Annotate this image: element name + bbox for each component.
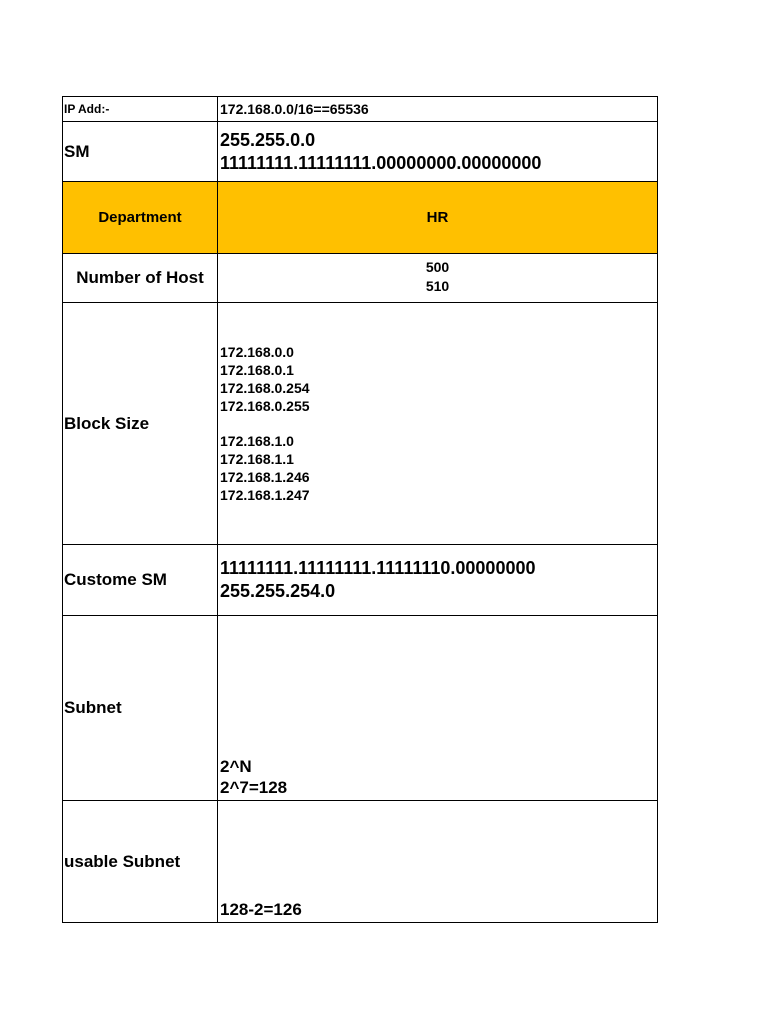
subnet-mask-label: SM <box>64 141 90 161</box>
subnet-row <box>63 616 658 801</box>
department-value-cell[interactable] <box>218 182 658 254</box>
subnet-formula: 2^N <box>220 757 252 776</box>
department-value: HR <box>426 209 449 226</box>
subnet-label-cell[interactable] <box>63 616 218 801</box>
subnet-label: Subnet <box>64 698 122 717</box>
host-count-allocated: 510 <box>425 278 450 294</box>
block-size-label-cell[interactable] <box>63 303 218 545</box>
block-address: 172.168.0.255 <box>220 398 310 414</box>
custom-subnet-mask-label-cell[interactable] <box>63 545 218 616</box>
custom-subnet-mask-value-cell[interactable] <box>218 545 658 616</box>
block-size-value-cell[interactable] <box>218 303 658 545</box>
number-of-host-label-cell[interactable] <box>63 254 218 303</box>
department-label: Department <box>98 209 182 226</box>
subnet-result: 2^7=128 <box>220 778 288 797</box>
custom-subnet-mask-label: Custome SM <box>64 570 167 589</box>
block-gap <box>220 415 657 432</box>
subnet-mask-label-cell[interactable] <box>63 122 218 182</box>
department-header-row <box>63 182 658 254</box>
usable-subnet-label: usable Subnet <box>64 851 181 871</box>
host-count-required: 500 <box>425 259 450 275</box>
number-of-host-row <box>63 254 658 303</box>
custom-subnet-mask-row <box>63 545 658 616</box>
usable-subnet-row <box>63 801 658 923</box>
subnet-mask-value-cell[interactable] <box>218 122 658 182</box>
custom-subnet-mask-binary: 11111111.11111111.11111110.00000000 <box>220 558 536 578</box>
subnet-value-cell[interactable] <box>218 616 658 801</box>
block-address: 172.168.1.246 <box>220 469 310 485</box>
subnet-worksheet-table <box>62 96 658 923</box>
ip-address-value: 172.168.0.0/16==65536 <box>220 101 369 117</box>
block-address: 172.168.0.1 <box>220 362 294 378</box>
number-of-host-label: Number of Host <box>76 268 204 287</box>
block-address: 172.168.1.247 <box>220 487 310 503</box>
number-of-host-value-cell[interactable] <box>218 254 658 303</box>
ip-address-label: IP Add:- <box>64 102 110 116</box>
department-label-cell[interactable] <box>63 182 218 254</box>
custom-subnet-mask-dotted: 255.255.254.0 <box>220 581 336 601</box>
block-address: 172.168.1.1 <box>220 451 294 467</box>
block-size-row <box>63 303 658 545</box>
usable-subnet-value-cell[interactable] <box>218 801 658 923</box>
block-address: 172.168.0.0 <box>220 344 294 360</box>
block-address: 172.168.1.0 <box>220 433 294 449</box>
subnet-mask-dotted: 255.255.0.0 <box>220 129 316 150</box>
subnet-mask-binary: 11111111.11111111.00000000.00000000 <box>220 152 542 173</box>
usable-subnet-label-cell[interactable] <box>63 801 218 923</box>
usable-subnet-result: 128-2=126 <box>220 900 302 919</box>
ip-address-label-cell[interactable] <box>63 97 218 122</box>
ip-address-value-cell[interactable] <box>218 97 658 122</box>
subnet-mask-row <box>63 122 658 182</box>
ip-address-row <box>63 97 658 122</box>
block-size-label: Block Size <box>64 413 150 433</box>
block-address: 172.168.0.254 <box>220 380 310 396</box>
